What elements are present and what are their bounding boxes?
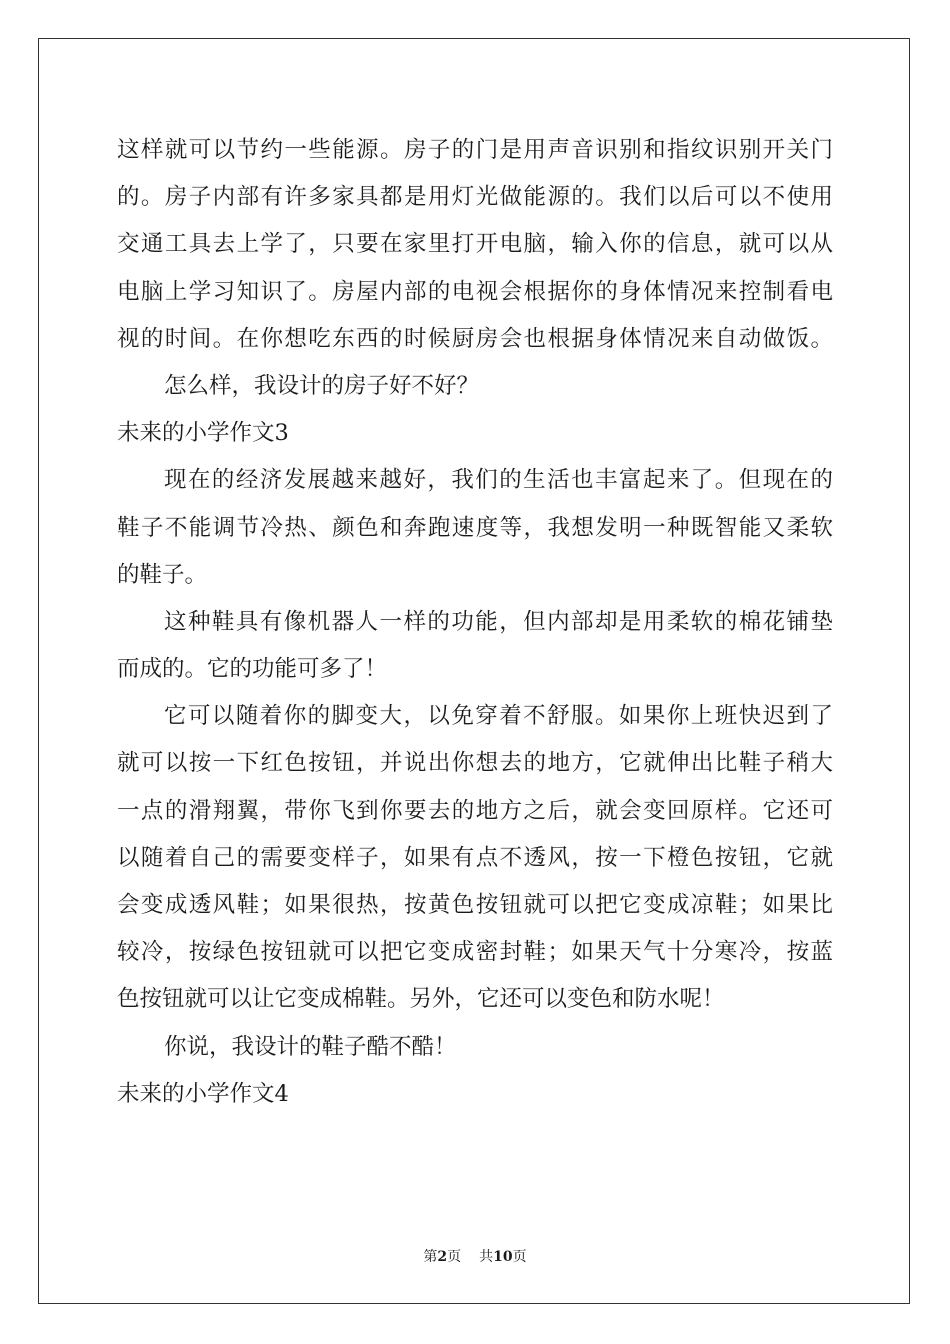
text-line: 视的时间。在你想吃东西的时候厨房会也根据身体情况来自动做饭。 (117, 325, 833, 352)
text-line: 而成的。它的功能可多了！ (117, 656, 388, 683)
document-body (117, 127, 833, 1118)
text-line: 这种鞋具有像机器人一样的功能，但内部却是用柔软的棉花铺垫 (164, 608, 833, 635)
text-line: 你说，我设计的鞋子酷不酷！ (164, 1033, 457, 1060)
text-line: 以随着自己的需要变样子，如果有点不透风，按一下橙色按钮，它就 (117, 844, 833, 871)
text-line: 就可以按一下红色按钮，并说出你想去的地方，它就伸出比鞋子稍大 (117, 750, 833, 777)
total-suffix: 页 (512, 1249, 527, 1265)
text-line: 它可以随着你的脚变大，以免穿着不舒服。如果你上班快迟到了 (164, 703, 833, 730)
text-line: 较冷，按绿色按钮就可以把它变成密封鞋；如果天气十分寒冷，按蓝 (117, 939, 833, 966)
text-line: 怎么样，我设计的房子好不好？ (164, 372, 480, 399)
section-heading: 未来的小学作文3 (117, 420, 289, 447)
text-line: 这样就可以节约一些能源。房子的门是用声音识别和指纹识别开关门 (117, 137, 833, 163)
page-current: 2 (437, 1249, 448, 1265)
text-line: 电脑上学习知识了。房屋内部的电视会根据你的身体情况来控制看电 (117, 278, 833, 305)
text-line: 鞋子不能调节冷热、颜色和奔跑速度等，我想发明一种既智能又柔软 (117, 514, 833, 541)
text-line: 的鞋子。 (117, 561, 208, 588)
text-line: 色按钮就可以让它变成棉鞋。另外，它还可以变色和防水呢！ (117, 986, 725, 1013)
page-total: 10 (493, 1249, 513, 1265)
text-line: 会变成透风鞋；如果很热，按黄色按钮就可以把它变成凉鞋；如果比 (117, 892, 833, 918)
text-line: 交通工具去上学了，只要在家里打开电脑，输入你的信息，就可以从 (117, 231, 833, 258)
total-prefix: 共 (479, 1249, 494, 1265)
text-line: 的。房子内部有许多家具都是用灯光做能源的。我们以后可以不使用 (117, 184, 833, 211)
page-footer (0, 1248, 950, 1266)
text-line: 一点的滑翔翼，带你飞到你要去的地方之后，就会变回原样。它还可 (117, 797, 833, 824)
text-line: 现在的经济发展越来越好，我们的生活也丰富起来了。但现在的 (164, 467, 833, 494)
section-heading: 未来的小学作文4 (117, 1080, 289, 1107)
page-prefix: 第 (423, 1249, 438, 1265)
page-suffix: 页 (447, 1249, 462, 1265)
